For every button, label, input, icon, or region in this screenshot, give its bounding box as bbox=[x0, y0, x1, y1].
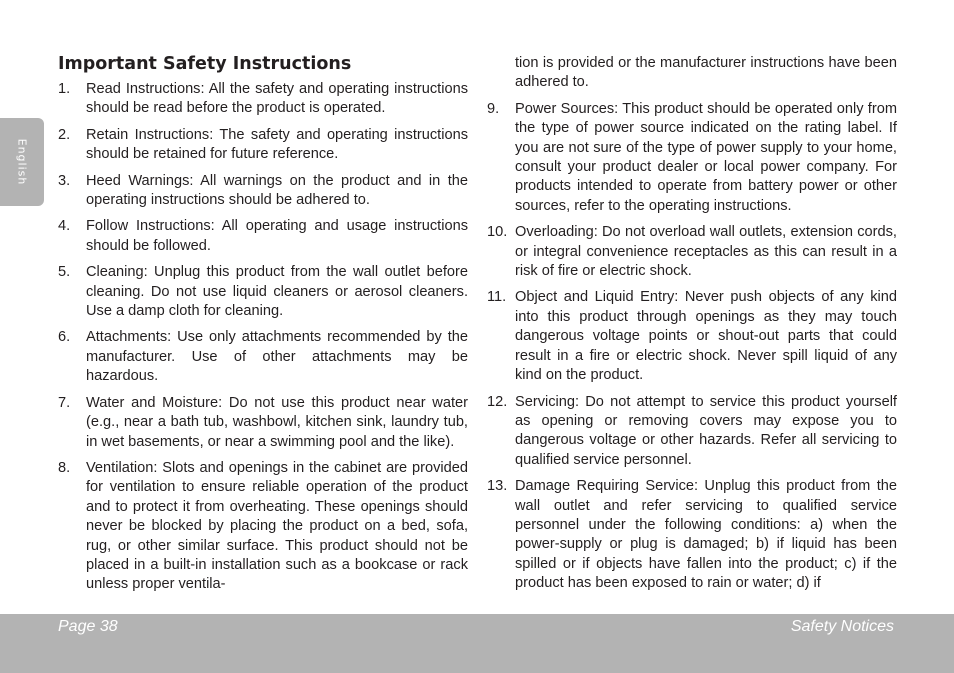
safety-list-left bbox=[58, 80, 468, 595]
item-number: 3. bbox=[58, 172, 71, 189]
item-number: 13. bbox=[487, 478, 508, 495]
section-name: Safety Notices bbox=[790, 618, 894, 635]
left-column bbox=[58, 80, 468, 602]
item-text: Attachments: Use only attachments recommended by the manufacturer. Use of other attachments may be hazardous. bbox=[86, 329, 468, 385]
item-text: Follow Instructions: All operating and usage instructions should be followed. bbox=[86, 218, 468, 254]
item-number: 12. bbox=[487, 393, 508, 410]
list-item bbox=[487, 393, 897, 471]
safety-list-right bbox=[487, 100, 897, 594]
item-text: Cleaning: Unplug this product from the wall outlet before cleaning. Do not use liquid cleaners or aerosol cleaners. Use a damp cloth for cleaning. bbox=[86, 264, 468, 320]
continued-text: tion is provided or the manufacturer instructions have been adhered to. bbox=[515, 55, 897, 91]
list-item bbox=[58, 172, 468, 211]
item-text: Heed Warnings: All warnings on the product and in the operating instructions should be adhered to. bbox=[86, 172, 468, 209]
item-number: 2. bbox=[58, 126, 71, 143]
list-item bbox=[487, 477, 897, 593]
item-number: 10. bbox=[487, 224, 508, 241]
list-item bbox=[58, 263, 468, 321]
list-item bbox=[58, 394, 468, 452]
list-item bbox=[487, 288, 897, 385]
item-number: 9. bbox=[487, 100, 500, 117]
item-number: 11. bbox=[487, 289, 507, 306]
list-item bbox=[487, 100, 897, 216]
footer-bar bbox=[0, 614, 954, 673]
item-text: Damage Requiring Service: Unplug this product from the wall outlet and refer servicing to qualified service personnel under the following conditions: a) when the power-supply or plug is damaged; b) if liquid has been spilled or if objects have fallen into the product; c) if the product has been exposed to rain or water; d) if bbox=[515, 478, 897, 592]
page-title: Important Safety Instructions bbox=[58, 54, 352, 74]
item-text: Power Sources: This product should be operated only from the type of power source indicated on the rating label. If you are not sure of the type of power supply to your home, consult your product dealer or local power company. For products intended to operate from battery power or other sources, refer to the operating instructions. bbox=[515, 100, 897, 214]
item-text: Servicing: Do not attempt to service this product yourself as opening or removing covers may expose you to dangerous voltage or other hazards. Refer all servicing to qualified service personnel. bbox=[515, 393, 897, 468]
item-number: 5. bbox=[58, 264, 71, 281]
right-column bbox=[487, 54, 897, 601]
language-tab-label: English bbox=[15, 138, 29, 186]
list-item bbox=[58, 328, 468, 386]
item-text: Read Instructions: All the safety and operating instructions should be read before the product is operated. bbox=[86, 81, 468, 117]
list-item bbox=[58, 126, 468, 165]
item-number: 8. bbox=[58, 459, 71, 476]
item-text: Ventilation: Slots and openings in the cabinet are provided for ventilation to ensure reliable operation of the product and to protect it from overheating. These openings should never be blocked by placing the product on a bed, sofa, rug, or other similar surface. This product should not be placed in a built-in installation such as a bookcase or rack unless proper ventila- bbox=[86, 459, 468, 593]
list-item bbox=[58, 459, 468, 595]
page-number: Page 38 bbox=[58, 618, 118, 635]
list-item bbox=[58, 217, 468, 256]
item-text: Overloading: Do not overload wall outlets, extension cords, or integral convenience receptacles as this can result in a risk of fire or electric shock. bbox=[515, 224, 897, 280]
language-tab bbox=[0, 118, 44, 206]
item-number: 4. bbox=[58, 218, 71, 235]
item-number: 7. bbox=[58, 394, 71, 411]
item-text: Retain Instructions: The safety and operating instructions should be retained for future reference. bbox=[86, 126, 468, 163]
list-item bbox=[58, 80, 468, 119]
item-number: 1. bbox=[58, 81, 71, 97]
item-text: Water and Moisture: Do not use this product near water (e.g., near a bath tub, washbowl, kitchen sink, laundry tub, in wet basements, or near a swimming pool and the like). bbox=[86, 394, 468, 450]
item-number: 6. bbox=[58, 329, 71, 346]
item-text: Object and Liquid Entry: Never push objects of any kind into this product through openings as they may touch dangerous voltage points or shout-out parts that could result in a fire or electric shock. Never spill liquid of any kind on the product. bbox=[515, 289, 897, 384]
list-item bbox=[487, 223, 897, 281]
